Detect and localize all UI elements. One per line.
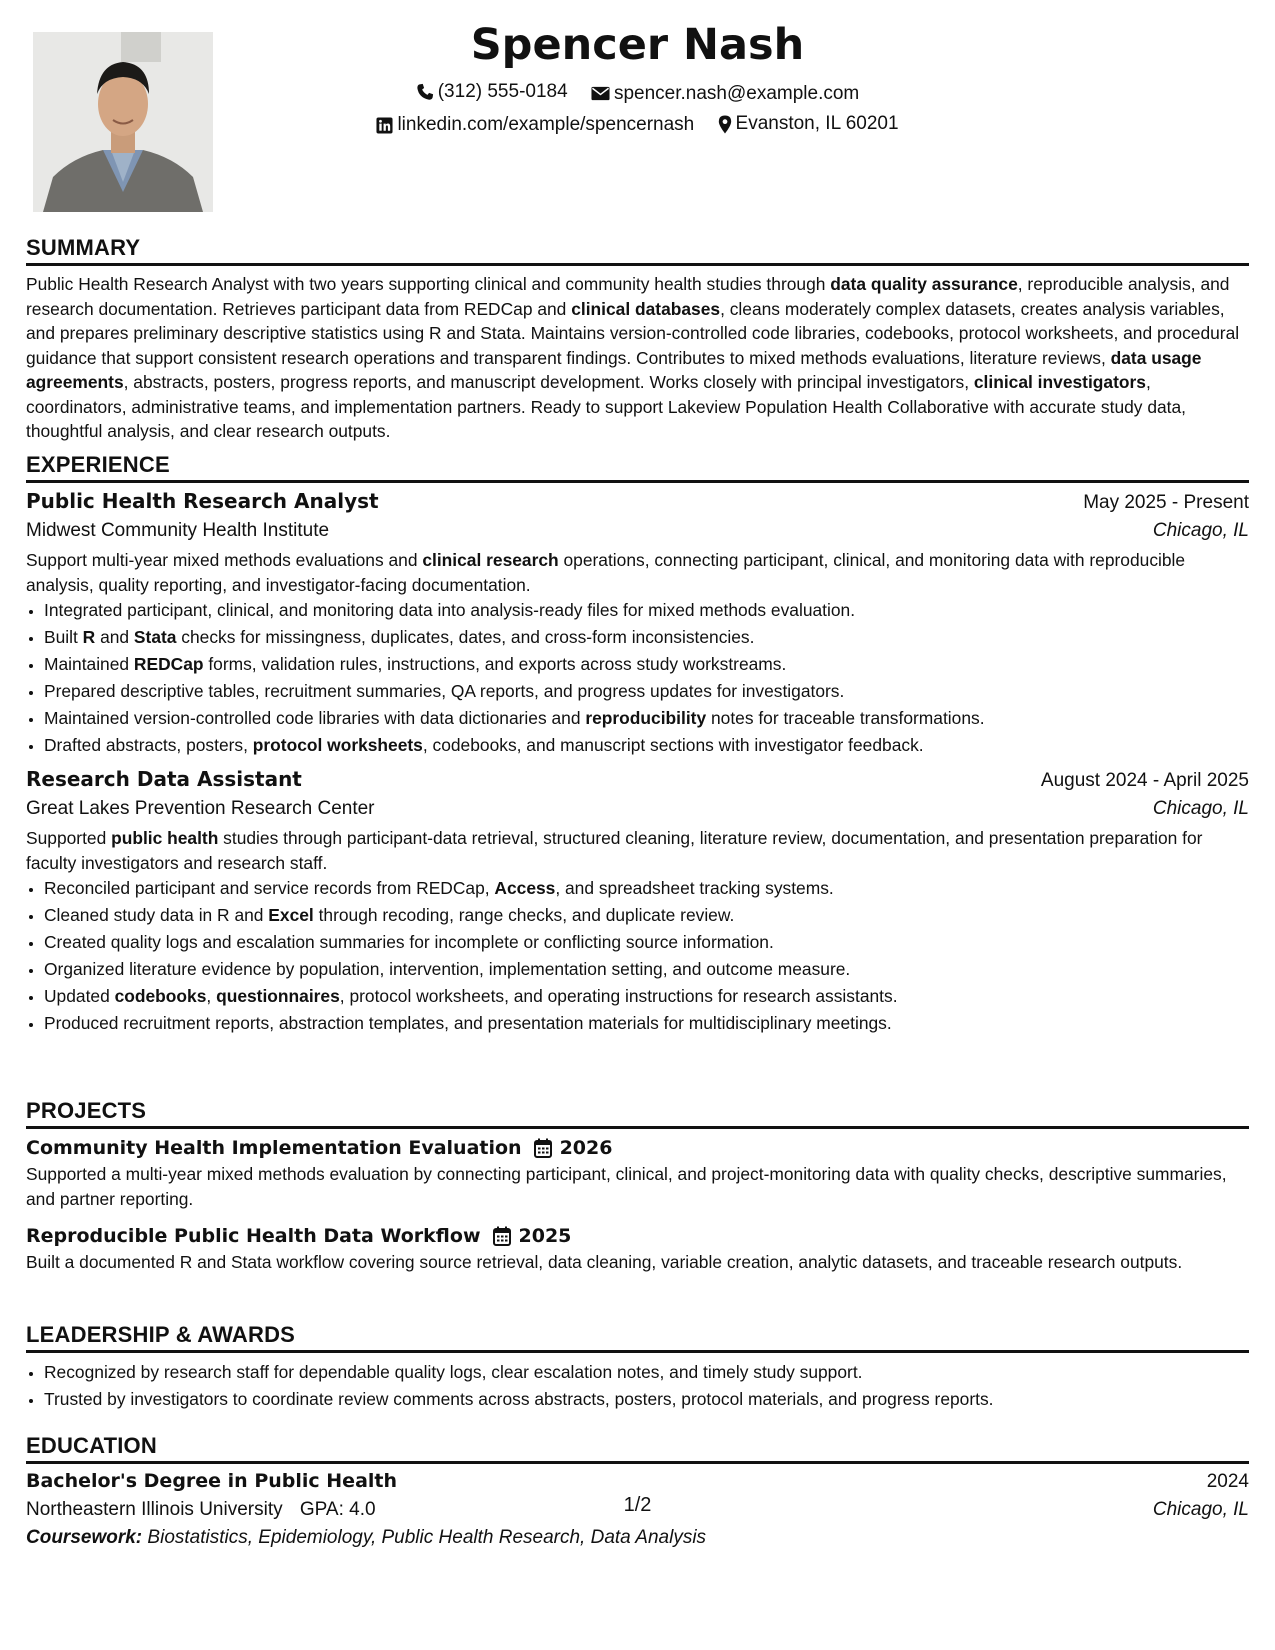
job-dates: May 2025 - Present <box>1083 492 1249 513</box>
phone-icon <box>416 83 434 101</box>
coursework-label: Coursework: <box>26 1527 143 1548</box>
list-item: • Reconciled participant and service records from REDCap, Access, and spreadsheet tracking systems. <box>44 875 1249 902</box>
list-item: • Created quality logs and escalation summaries for incomplete or conflicting source information. <box>44 929 1249 956</box>
summary-text: Public Health Research Analyst with two years supporting clinical and community health studies through data quality assurance, reproducible analysis, and research documentation. Retrieves participant data from REDCap and clinical databases, cleans moderately complex datasets, creates analysis variables, and prepares preliminary descriptive statistics using R and Stata. Maintains version-controlled code libraries, codebooks, protocol worksheets, and procedural guidance that support consistent research operations and transparent findings. Contributes to mixed methods evaluations, literature reviews, data usage agreements, abstracts, posters, progress reports, and manuscript development. Works closely with principal investigators, clinical investigators, coordinators, administrative teams, and implementation partners. Ready to support Lakeview Population Health Collaborative with accurate study data, thoughtful analysis, and clear research outputs. <box>26 274 1240 441</box>
coursework-list: Biostatistics, Epidemiology, Public Health Research, Data Analysis <box>147 1527 707 1548</box>
list-item: • Cleaned study data in R and Excel through recoding, range checks, and duplicate review. <box>44 902 1249 929</box>
job-location: Chicago, IL <box>1152 520 1249 541</box>
resume-page <box>26 0 1249 1650</box>
leadership-bullets <box>26 1359 1249 1413</box>
section-title-summary: SUMMARY <box>26 235 141 260</box>
linkedin-text: linkedin.com/example/spencernash <box>397 114 695 135</box>
calendar-icon <box>493 1226 511 1246</box>
list-item: • Organized literature evidence by population, intervention, implementation setting, and outcome measure. <box>44 956 1249 983</box>
bold-keyword: Access <box>494 878 556 898</box>
project-title: Reproducible Public Health Data Workflow <box>26 1225 481 1247</box>
phone-text: (312) 555-0184 <box>437 81 568 102</box>
list-item: • Updated codebooks, questionnaires, protocol worksheets, and operating instructions for research assistants. <box>44 983 1249 1010</box>
list-item: • Trusted by investigators to coordinate review comments across abstracts, posters, protocol materials, and progress reports. <box>44 1386 1249 1413</box>
location-item <box>718 113 899 135</box>
gpa: GPA: 4.0 <box>299 1499 376 1520</box>
map-pin-icon <box>718 115 732 134</box>
project-entry <box>26 1225 1249 1275</box>
bold-keyword: data usage agreements <box>26 347 1202 392</box>
project-description: Supported a multi-year mixed methods evaluation by connecting participant, clinical, and project-monitoring data with quality checks, descriptive summaries, and partner reporting. <box>26 1164 1227 1209</box>
section-title-education: EDUCATION <box>26 1433 157 1458</box>
section-title-leadership: LEADERSHIP & AWARDS <box>26 1322 296 1347</box>
job-description: Supported public health studies through participant-data retrieval, structured cleaning, literature review, documentation, and presentation preparation for faculty investigators and research staff. <box>26 828 1203 873</box>
bold-keyword: codebooks <box>114 986 207 1006</box>
linkedin-icon <box>376 117 393 134</box>
list-item: • Integrated participant, clinical, and monitoring data into analysis-ready files for mixed methods evaluation. <box>44 597 1249 624</box>
leadership-section <box>26 1321 1249 1413</box>
list-item: • Maintained version-controlled code libraries with data dictionaries and reproducibility notes for traceable transformations. <box>44 705 1249 732</box>
job-organization: Great Lakes Prevention Research Center <box>26 798 375 819</box>
project-title: Community Health Implementation Evaluation <box>26 1137 522 1159</box>
section-divider <box>26 263 1249 266</box>
degree-title: Bachelor's Degree in Public Health <box>26 1470 398 1492</box>
location-text: Evanston, IL 60201 <box>735 113 899 134</box>
linkedin-item[interactable] <box>376 114 694 136</box>
project-entry <box>26 1137 1249 1211</box>
section-divider <box>26 1461 1249 1464</box>
graduation-year: 2024 <box>1206 1471 1249 1492</box>
job-description: Support multi-year mixed methods evaluations and clinical research operations, connecting participant, clinical, and monitoring data with reproducible analysis, quality reporting, and investigator-facing documentation. <box>26 550 1186 595</box>
education-section <box>26 1432 1249 1549</box>
job-location: Chicago, IL <box>1152 798 1249 819</box>
calendar-icon <box>534 1138 552 1158</box>
bold-keyword: clinical investigators <box>973 372 1146 392</box>
candidate-name: Spencer Nash <box>470 20 805 70</box>
project-year: 2026 <box>559 1137 613 1159</box>
phone-item[interactable] <box>416 81 568 103</box>
email-item[interactable] <box>591 83 859 105</box>
section-title-projects: PROJECTS <box>26 1098 147 1123</box>
projects-section <box>26 1097 1249 1275</box>
section-divider <box>26 1350 1249 1353</box>
job-dates: August 2024 - April 2025 <box>1040 770 1249 791</box>
job-bullets <box>26 597 1249 759</box>
page-number: 1/2 <box>623 1494 652 1516</box>
job-entry <box>26 767 1249 1037</box>
bold-keyword: protocol worksheets <box>252 735 423 755</box>
bold-keyword: data quality assurance <box>830 274 1018 294</box>
job-bullets <box>26 875 1249 1037</box>
email-text: spencer.nash@example.com <box>613 82 860 104</box>
job-entry <box>26 489 1249 759</box>
contact-row-2 <box>26 113 1249 140</box>
school-name: Northeastern Illinois University <box>26 1499 283 1520</box>
bold-keyword: REDCap <box>133 654 204 674</box>
list-item: • Maintained REDCap forms, validation rules, instructions, and exports across study workstreams. <box>44 651 1249 678</box>
job-title: Research Data Assistant <box>26 767 302 791</box>
bold-keyword: R <box>82 627 96 647</box>
section-divider <box>26 1126 1249 1129</box>
job-title: Public Health Research Analyst <box>26 489 379 513</box>
bold-keyword: public health <box>111 828 219 848</box>
bold-keyword: Excel <box>268 905 314 925</box>
list-item: • Recognized by research staff for dependable quality logs, clear escalation notes, and timely study support. <box>44 1359 1249 1386</box>
section-title-experience: EXPERIENCE <box>26 452 170 477</box>
project-description: Built a documented R and Stata workflow covering source retrieval, data cleaning, variable creation, analytic datasets, and traceable research outputs. <box>26 1252 1183 1272</box>
bold-keyword: questionnaires <box>216 986 340 1006</box>
list-item: • Drafted abstracts, posters, protocol worksheets, codebooks, and manuscript sections with investigator feedback. <box>44 732 1249 759</box>
list-item: • Prepared descriptive tables, recruitment summaries, QA reports, and progress updates for investigators. <box>44 678 1249 705</box>
bold-keyword: clinical databases <box>571 298 721 319</box>
contact-row-1 <box>26 81 1249 107</box>
envelope-icon <box>591 86 610 101</box>
coursework <box>26 1527 1249 1549</box>
project-year: 2025 <box>518 1225 572 1247</box>
job-organization: Midwest Community Health Institute <box>26 520 330 541</box>
school-location: Chicago, IL <box>1152 1499 1249 1520</box>
list-item: • Produced recruitment reports, abstraction templates, and presentation materials for multidisciplinary meetings. <box>44 1010 1249 1037</box>
section-divider <box>26 480 1249 483</box>
summary-section <box>26 234 1249 444</box>
bold-keyword: clinical research <box>422 550 559 570</box>
bold-keyword: Stata <box>133 627 177 647</box>
list-item: • Built R and Stata checks for missingness, duplicates, dates, and cross-form inconsistencies. <box>44 624 1249 651</box>
experience-section <box>26 451 1249 1037</box>
bold-keyword: reproducibility <box>585 708 707 728</box>
